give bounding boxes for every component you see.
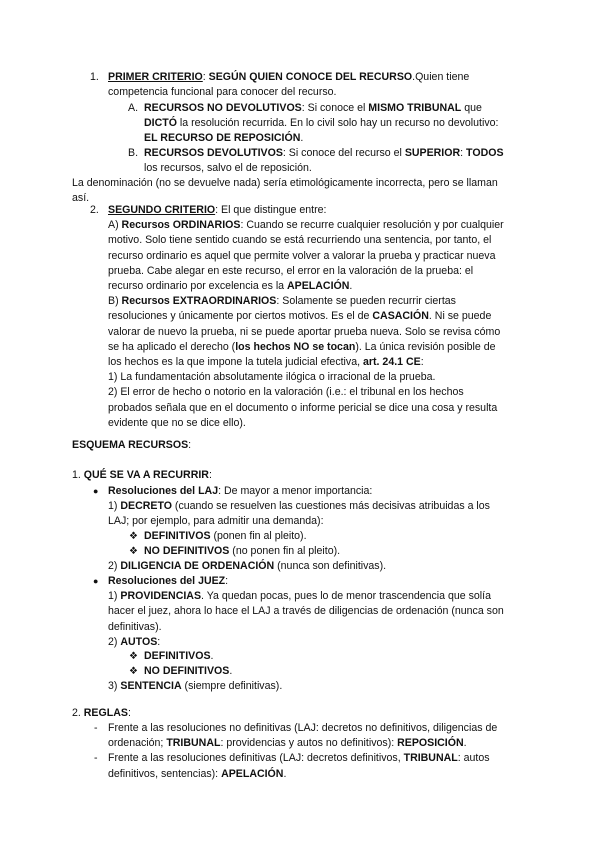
criterio-2-label: SEGUNDO CRITERIO [108, 204, 216, 216]
reglas-heading: 2. REGLAS: [72, 707, 131, 719]
dash-bullet: - [94, 752, 98, 765]
resoluciones-juez: ● Resoluciones del JUEZ: 1) PROVIDENCIAS. Ya quedan pocas, pues lo de menor trascendencia que solía hacer el juez, ahora lo hace el LAJ a través de diligencias de ordenación (nunca son definitivas). 2) AUTOS: [93, 575, 504, 648]
list-letter: B. [128, 147, 139, 159]
criterio-2: 2. SEGUNDO CRITERIO: El que distingue entre: A) Recursos ORDINARIOS: Cuando se recurre cualquier resolución y por cualquier motivo. Solo tiene sentido cuando se está recurriendo una sentencia, por tanto, el recurso ordinario es aquel que permite volver a valorar la prueba y practicar nueva prueba. Cabe alegar en este recurso, el error en la valoración de la prueba: el recurso ordinario por excelencia es la APELACIÓN. B) Recursos EXTRAORDINARIOS: Solamente se pueden recurrir ciertas resoluciones y únicamente por ciertos motivos. Es el de CASACIÓN. Ni se puede valorar de nuevo la prueba, ni se puede aportar prueba nueva. Solo se revisa cómo se ha aplicado el derecho (los hechos NO se tocan). La única revisión posible de los hechos es la que impone la tutela judicial efectiva, art. 24.1 CE: 1) La fundamentación absolutamente ilógica o irracional de la prueba. 2) El error de hecho o notorio en la valoración (i.e.: el tribunal en los hechos probados señala que en el documento o informe pericial se dice una cosa y resulta evidente que no se dice ello). [90, 204, 504, 429]
esquema-heading: ESQUEMA RECURSOS: [72, 439, 192, 451]
diamond-bullet-icon: ❖ [129, 666, 138, 678]
bullet-icon: ● [93, 486, 99, 496]
bullet-icon: ● [93, 576, 99, 586]
reglas-list: - Frente a las resoluciones no definitivas (LAJ: decretos no definitivos, diligencias de ordenación; TRIBUNAL: providencias y autos no definitivos): REPOSICIÓN. - Frente a las resoluciones definitivas (LAJ: decretos definitivos, TRIBUNAL: autos definitivos, sentencias): APELACIÓN. [94, 722, 498, 780]
criterio-1-title: SEGÚN QUIEN CONOCE DEL RECURSO [208, 71, 413, 83]
resoluciones-laj: ● Resoluciones del LAJ: De mayor a menor importancia: 1) DECRETO (cuando se resuelven las cuestiones más decisivas atribuidas a los LAJ; por ejemplo, para admitir una demanda): [93, 485, 490, 528]
diamond-bullet-icon: ❖ [129, 651, 138, 662]
criterio-1-label: PRIMER CRITERIO [108, 71, 203, 83]
decreto-types: ❖ DEFINITIVOS (ponen fin al pleito). ❖ NO DEFINITIVOS (no ponen fin al pleito). [144, 529, 560, 559]
list-number: 2. [90, 204, 99, 216]
diamond-bullet-icon: ❖ [129, 531, 138, 542]
sentencia: 3) SENTENCIA (siempre definitivas). [108, 680, 283, 692]
autos-types: ❖ DEFINITIVOS. ❖ NO DEFINITIVOS. [144, 649, 560, 679]
que-se-va-a-recurrir-heading: 1. QUÉ SE VA A RECURRIR: [72, 469, 212, 481]
dash-bullet: - [94, 722, 98, 734]
diamond-bullet-icon: ❖ [129, 546, 138, 558]
criterio-1-a: A. RECURSOS NO DEVOLUTIVOS: Si conoce el MISMO TRIBUNAL que DICTÓ la resolución recurrida. En lo civil solo hay un recurso no devolutivo: EL RECURSO DE REPOSICIÓN. [128, 102, 499, 145]
list-letter: A. [128, 102, 139, 114]
criterio-1-b: B. RECURSOS DEVOLUTIVOS: Si conoce del recurso el SUPERIOR: TODOS los recursos, salvo el de reposición. [128, 147, 504, 175]
list-number: 1. [90, 71, 99, 83]
criterio-1: 1. PRIMER CRITERIO: SEGÚN QUIEN CONOCE DEL RECURSO.Quien tiene competencia funcional para conocer del recurso. [90, 71, 470, 99]
diligencia-ordenacion: 2) DILIGENCIA DE ORDENACIÓN (nunca son definitivas). [108, 560, 387, 572]
note-paragraph: La denominación (no se devuelve nada) sería etimológicamente incorrecta, pero se llaman así. [72, 177, 498, 205]
